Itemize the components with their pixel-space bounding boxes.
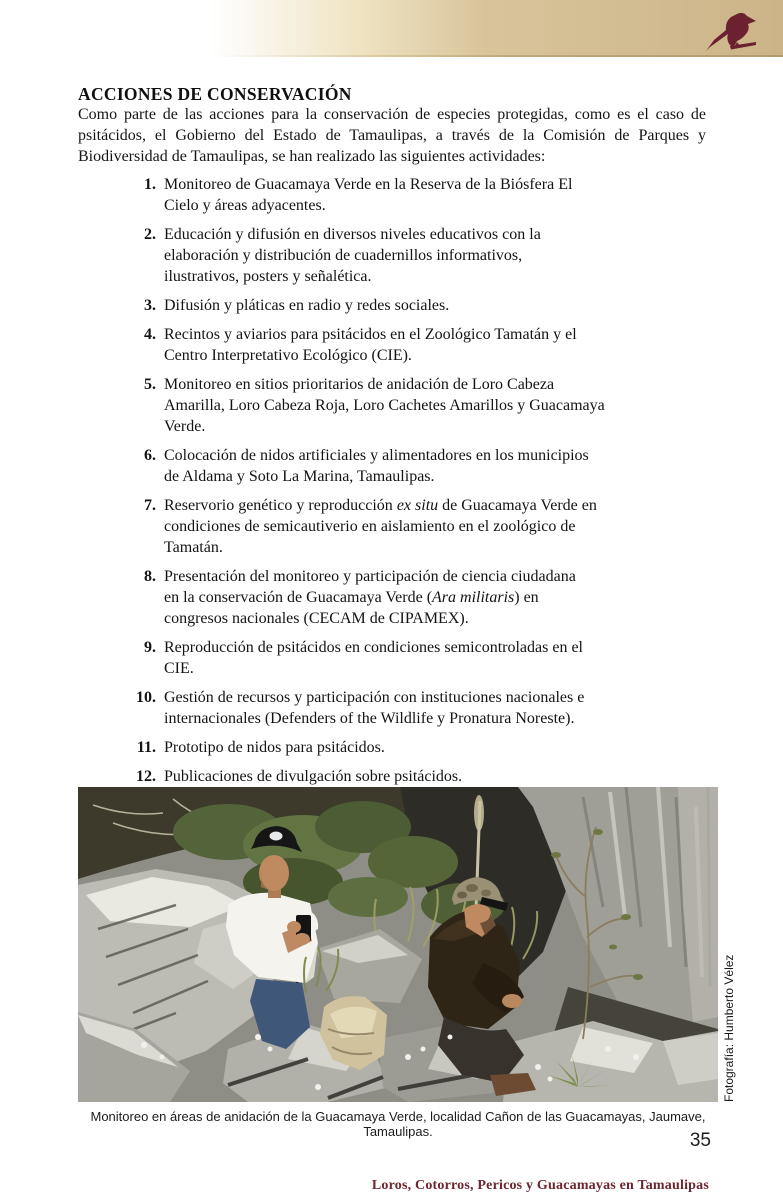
list-item — [78, 637, 678, 679]
list-item — [78, 737, 678, 758]
list-item-text: Presentación del monitoreo y participación de ciencia ciudadana en la conservación de Guacamaya Verde (Ara militaris) en congresos nacionales (CECAM de CIPAMEX). — [164, 568, 576, 627]
list-item-number: 11. — [136, 739, 156, 756]
list-item — [78, 687, 678, 729]
photo-caption: Monitoreo en áreas de anidación de la Guacamaya Verde, localidad Cañon de las Guacamayas, Jaumave, Tamaulipas. — [90, 1109, 706, 1139]
list-item — [78, 566, 678, 629]
list-item-text: Reproducción de psitácidos en condiciones semicontroladas en el CIE. — [164, 639, 583, 677]
list-item-number: 5. — [144, 376, 156, 393]
intro-paragraph: Como parte de las acciones para la conservación de especies protegidas, como es el caso de psitácidos, el Gobierno del Estado de Tamaulipas, a través de la Comisión de Parques y Biodiversidad de Tamaulipas, se han realizado las siguientes actividades: — [78, 106, 706, 165]
list-item — [78, 174, 678, 216]
list-item-text: Monitoreo en sitios prioritarios de anidación de Loro Cabeza Amarilla, Loro Cabeza Roja, Loro Cachetes Amarillos y Guacamaya Verde. — [164, 376, 605, 435]
list-item-number: 12. — [136, 768, 156, 785]
parrot-icon — [704, 12, 758, 54]
list-item-text: Publicaciones de divulgación sobre psitácidos. — [164, 768, 463, 785]
list-item-text: Reservorio genético y reproducción ex situ de Guacamaya Verde en condiciones de semicautiverio en aislamiento en el zoológico de Tamatán. — [164, 497, 597, 556]
list-item — [78, 495, 678, 558]
list-item-number: 2. — [144, 226, 156, 243]
list-item-text: Colocación de nidos artificiales y alimentadores en los municipios de Aldama y Soto La Marina, Tamaulipas. — [164, 447, 589, 485]
conservation-list — [78, 174, 678, 795]
field-photo — [78, 787, 718, 1102]
list-item-number: 3. — [144, 297, 156, 314]
list-item — [78, 324, 678, 366]
list-item-number: 10. — [136, 689, 156, 706]
header-band-edge — [0, 55, 783, 57]
list-item-text: Prototipo de nidos para psitácidos. — [164, 739, 385, 756]
list-item-text: Gestión de recursos y participación con instituciones nacionales e internacionales (Defenders of the Wildlife y Pronatura Noreste). — [164, 689, 585, 727]
list-item-number: 8. — [144, 568, 156, 585]
header-band-title: Loros, Cotorros, Pericos y Guacamayas en Tamaulipas — [371, 1178, 709, 1193]
list-item-number: 9. — [144, 639, 156, 656]
page-title: ACCIONES DE CONSERVACIÓN — [78, 84, 352, 104]
list-item — [78, 766, 678, 787]
list-item — [78, 445, 678, 487]
list-item-text: Difusión y pláticas en radio y redes sociales. — [164, 297, 450, 314]
page-number: 35 — [689, 1130, 711, 1151]
header-band — [0, 0, 783, 55]
list-item-number: 1. — [144, 176, 156, 193]
list-item — [78, 224, 678, 287]
list-item-text: Educación y difusión en diversos niveles educativos con la elaboración y distribución de cuadernillos informativos, ilustrativos, posters y señalética. — [164, 226, 541, 285]
list-item-number: 4. — [144, 326, 156, 343]
list-item-number: 6. — [144, 447, 156, 464]
list-item-text: Recintos y aviarios para psitácidos en el Zoológico Tamatán y el Centro Interpretativo Ecológico (CIE). — [164, 326, 577, 364]
photo-credit: Fotografía: Humberto Vélez — [722, 954, 736, 1102]
list-item-number: 7. — [144, 497, 156, 514]
list-item — [78, 374, 678, 437]
list-item — [78, 295, 678, 316]
list-item-text: Monitoreo de Guacamaya Verde en la Reserva de la Biósfera El Cielo y áreas adyacentes. — [164, 176, 573, 214]
photo-frame — [78, 787, 718, 1102]
